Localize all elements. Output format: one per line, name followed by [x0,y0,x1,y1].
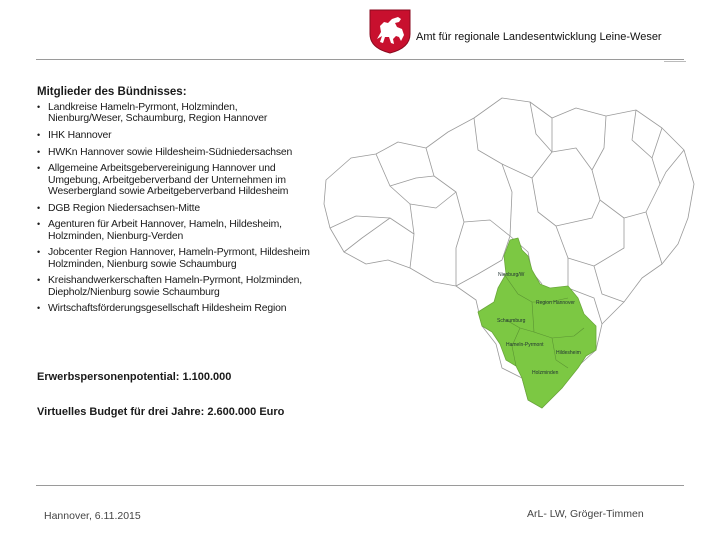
virtual-budget: Virtuelles Budget für drei Jahre: 2.600.000 Euro [37,406,285,418]
map-label-hameln: Hameln-Pyrmont [506,342,544,348]
region-map [306,88,704,418]
list-item: • Allgemeine Arbeitsgebervereinigung Hannover und Umgebung, Arbeitgeberverband der Unternehmen im Weserbergland sowie Arbeitgeberverband Hildesheim [37,163,315,197]
list-item: • Landkreise Hameln-Pyrmont, Holzminden, Nienburg/Weser, Schaumburg, Region Hannover [37,102,315,125]
footer-location-date: Hannover, 6.11.2015 [44,510,141,522]
header-title: Amt für regionale Landesentwicklung Leine-Weser [416,31,662,43]
lower-saxony-horse-icon [368,8,412,54]
map-label-nienburg: Nienburg/W [498,272,525,278]
members-section [37,86,315,320]
members-heading: Mitglieder des Bündnisses: [37,86,187,98]
workforce-potential: Erwerbspersonenpotential: 1.100.000 [37,371,232,383]
list-item: • Kreishandwerkerschaften Hameln-Pyrmont, Holzminden, Diepholz/Nienburg sowie Schaumburg [37,275,315,298]
list-item: • Wirtschaftsförderungsgesellschaft Hildesheim Region [37,303,315,314]
map-label-holzminden: Holzminden [532,370,559,376]
list-item: • HWKn Hannover sowie Hildesheim-Südniedersachsen [37,147,315,158]
members-list [37,102,315,315]
list-item: • DGB Region Niedersachsen-Mitte [37,203,315,214]
header-divider-accent [664,61,686,62]
map-label-hildesheim: Hildesheim [556,350,581,356]
footer-author: ArL- LW, Gröger-Timmen [527,508,644,520]
footer-divider [36,485,684,486]
list-item: • Jobcenter Region Hannover, Hameln-Pyrmont, Hildesheim Holzminden, Nienburg sowie Schaumburg [37,247,315,270]
map-label-hannover: Region Hannover [536,300,575,306]
map-label-schaumburg: Schaumburg [497,318,526,324]
list-item: • Agenturen für Arbeit Hannover, Hameln, Hildesheim, Holzminden, Nienburg-Verden [37,219,315,242]
header-divider [36,59,684,60]
list-item: • IHK Hannover [37,130,315,141]
